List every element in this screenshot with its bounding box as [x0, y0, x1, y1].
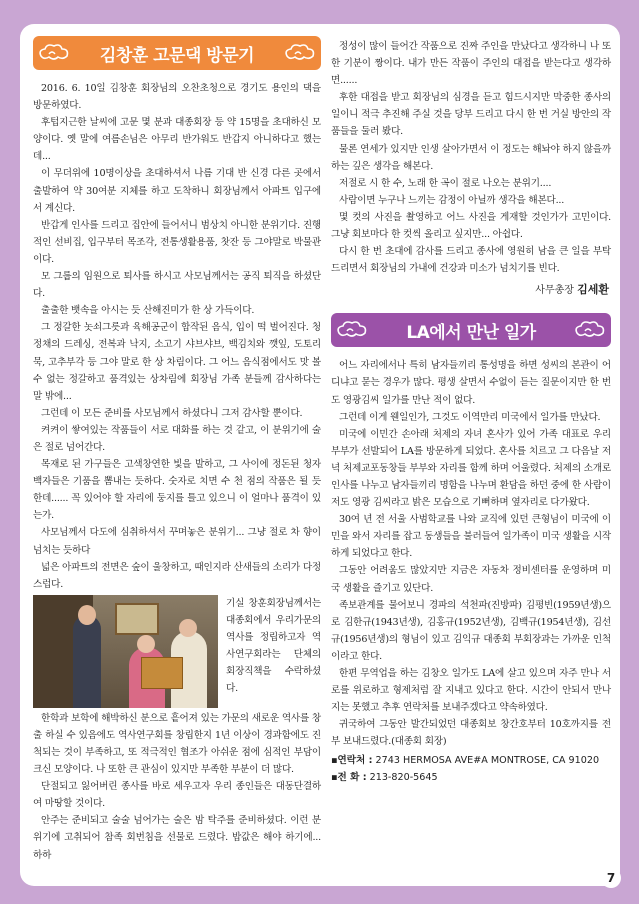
paragraph: 반갑게 인사를 드리고 집안에 들어서니 범상치 아니한 분위기다. 진행적인 선비집, 입구부터 목조각, 전통생활용품, 찻잔 등 그야말로 박물관이다.	[33, 219, 321, 265]
paragraph: 미국에 이민간 손아래 처제의 자녀 혼사가 있어 가족 대표로 우리 부부가 선발되어 LA를 방문하게 되었다. 혼사를 치르고 그 다음날 저녁 처제교포동창들 부부와 자리를 함께 하며 어울렸다. 처제의 소개로 인사를 나누고 남자들끼리 명함을 나누며 환담을 하던 중에 한 사람이 저도 영광 김씨라고 밝은 모습으로 기뻐하며 옆자리로 다가왔다.	[331, 428, 611, 509]
visit-photo	[33, 595, 218, 708]
article1-continuation	[331, 38, 611, 297]
article2-body	[331, 357, 611, 786]
cloud-ornament-icon	[37, 42, 71, 64]
contact-address-line	[331, 752, 611, 769]
paragraph: 후텁지근한 날씨에 고문 몇 분과 대종회장 등 약 15명을 초대하신 모양이다. 옛 말에 여름손님은 아무리 반가워도 반갑지 아니하다고 했는데...	[33, 117, 321, 163]
paragraph: 족보관계를 물어보니 경파의 석천파(진방파) 김평빈(1959년생)으로 김한규(1943년생), 김홍규(1952년생), 김백규(1954년생), 김선규(1956년생)의 형님이 있고 김익규 대종회 부회장과는 가까운 인척이라고 한다.	[331, 599, 611, 662]
address-label: ▪연락처 :	[331, 755, 373, 767]
paragraph: 사모님께서 다도에 심취하셔서 꾸며놓은 분위기... 그냥 절로 차 향이 넘치는 듯하다	[33, 527, 321, 556]
photo-caption: 기실 창훈회장님께서는 대종회에서 우리가문의 역사를 정립하고자 역사연구회라는 단체의 회장직책을 수락하셨다.	[226, 597, 321, 695]
author-name: 김세환	[577, 283, 609, 297]
paragraph: 출출한 뱃속을 아시는 듯 산해진미가 한 상 가득이다.	[41, 305, 255, 317]
paragraph: 30여 년 전 서울 사범학교를 나와 교직에 있던 큰형님이 미국에 이민을 와서 자리를 잡고 동생들을 불러들여 일가족이 미국 생활을 시작하게 되었다고 한다.	[331, 514, 611, 560]
paragraph: 한편 무역업을 하는 김창오 일가도 LA에 살고 있으며 자주 만나 서로를 위로하고 형제처럼 잘 지내고 있다고 한다. 시간이 안되서 만나지는 못했고 추후 연락처를 보내주겠다고 약속하였다.	[331, 668, 611, 714]
cloud-ornament-icon	[335, 319, 369, 341]
paragraph: 안주는 준비되고 술술 넘어가는 술은 밤 탁주를 준비하셨다. 이런 분위기에 고취되어 참족 회번침을 선물로 드렸다. 밥값은 해야 하기에...하하	[33, 815, 321, 861]
phone-value: 213-820-5645	[369, 772, 438, 784]
paragraph: 사람이면 누구나 느끼는 감정이 아닐까 생각을 해본다...	[339, 194, 565, 206]
paragraph: 그런데 이게 웬일인가, 그것도 이역만리 미국에서 일가를 만났다.	[339, 411, 601, 423]
paragraph: 저절로 시 한 수, 노래 한 곡이 절로 나오는 분위기....	[339, 177, 552, 189]
address-value: 2743 HERMOSA AVE#A MONTROSE, CA 91020	[375, 755, 600, 767]
contact-phone-line	[331, 769, 611, 786]
article1-title-bar	[33, 36, 321, 70]
article2-title: LA에서 만난 일가	[406, 322, 536, 343]
paragraph: 그동안 어려움도 많았지만 지금은 자동차 정비센터를 운영하며 미국 생활을 즐기고 있단다.	[331, 565, 611, 594]
paragraph: 그 정갈한 놋쇠그릇과 육해공군이 합작된 음식, 입이 떡 벌어진다. 청정채의 드레싱, 전복과 낙지, 소고기 샤브샤브, 백김치와 깻잎, 도토리 묵, 고추부각 등 그야 말로 한 상 차림이다. 그 어느 음식점에서도 맛 볼 수 없는 정갈하고 품격있는 상차림에 회장님 가족 분들께 감사하다는 말 밖에...	[33, 322, 321, 402]
paragraph: 그런데 이 모든 준비를 사모님께서 하셨다니 그저 감사할 뿐이다.	[41, 407, 303, 419]
page-number: 7	[601, 868, 621, 888]
paragraph: 이 무더위에 10명이상을 초대하셔서 나름 기대 반 신경 다른 곳에서 출발하여 약 30여분 지체를 하고 도착하니 회장님께서 아파트 입구에 서 계신다.	[33, 168, 321, 214]
paragraph: 다시 한 번 초대에 감사를 드리고 종사에 영원히 남을 큰 일을 부탁드리면서 회장님의 가내에 건강과 미소가 넘치기를 빈다.	[331, 246, 611, 275]
right-column	[331, 38, 611, 786]
left-column	[33, 36, 321, 864]
paragraph: 2016. 6. 10일 김창훈 회장님의 오찬초청으로 경기도 용인의 댁을 방문하였다.	[33, 83, 321, 112]
paragraph: 정성이 많이 들어간 작품으로 진짜 주인을 만났다고 생각하니 나 또한 기분이 짱이다. 내가 만든 작품이 주인의 대접을 받는다고 생각하면......	[331, 41, 611, 87]
cloud-ornament-icon	[283, 42, 317, 64]
paragraph: 목재로 된 가구들은 고색창연한 빛을 발하고, 그 사이에 정돈된 청자 백자들은 기품을 뽐내는 듯하다. 숫자로 치면 수 천 점의 작품은 될 듯한데...... 꼭 있어야 할 자리에 둥지를 틀고 있으니 이 얼마나 품격이 있는가.	[33, 459, 321, 522]
paragraph: 후한 대접을 받고 회장님의 심경을 듣고 힘드시지만 막중한 종사의 일이니 적극 추진해 주실 것을 당부 드리고 다시 한 번 거실 방안의 작품들을 둘러 봤다.	[331, 92, 611, 138]
author-signature	[331, 281, 609, 297]
paragraph: 물론 연세가 있지만 인생 살아가면서 이 정도는 해놔야 하지 않을까 하는 깊은 생각을 해본다.	[331, 143, 611, 172]
article1-title: 김창훈 고문댁 방문기	[99, 45, 255, 66]
paragraph: 넓은 아파트의 전면은 숲이 울창하고, 때인지라 산새들의 소리가 다정스럽다.	[33, 561, 321, 590]
newsletter-page	[20, 24, 620, 886]
paragraph: 단절되고 잃어버린 종사를 바로 세우고자 우리 종인들은 대동단결하여 마땅할 것이다.	[33, 781, 321, 810]
paragraph: 귀국하여 그동안 발간되었던 대종회보 창간호부터 10호까지를 전부 보내드렸다.(대종회 회장)	[331, 719, 611, 748]
paragraph: 어느 자리에서나 특히 남자들끼리 통성명을 하면 성씨의 본관이 어디냐고 묻는 경우가 많다. 평생 살면서 수없이 듣는 질문이지만 한 번도 영광김씨 일가를 만난 적이 없다.	[331, 360, 611, 406]
contact-info	[331, 752, 611, 786]
photo-block	[33, 595, 321, 708]
paragraph: 몇 컷의 사진을 촬영하고 어느 사진을 게재할 것인가가 고민이다. 그냥 회보마다 한 컷씩 올리고 싶지만... 아쉽다.	[331, 211, 611, 241]
paragraph: 모 그룹의 임원으로 퇴사를 하시고 사모님께서는 공직 퇴직을 하셨단다.	[33, 271, 321, 300]
author-role: 사무총장	[535, 285, 574, 297]
cloud-ornament-icon	[573, 319, 607, 341]
article2-title-bar	[331, 313, 611, 347]
phone-label: ▪전 화 :	[331, 772, 367, 784]
paragraph: 한학과 보학에 해박하신 분으로 흩어져 있는 가문의 새로운 역사를 창출 하실 수 있음에도 역사연구회를 창립한지 1년 이상이 경과함에도 진척되는 것이 부족하고, 또 적극적인 협조가 아쉬운 점에 심적인 부담이 크신 모양이다. 나 또한 큰 관심이 있지만 부족한 부분이 더 많다.	[33, 712, 321, 776]
article1-body	[33, 80, 321, 864]
paragraph: 켜켜이 쌓여있는 작품들이 서로 대화를 하는 것 같고, 이 분위기에 술은 절로 넘어간다.	[33, 424, 321, 453]
